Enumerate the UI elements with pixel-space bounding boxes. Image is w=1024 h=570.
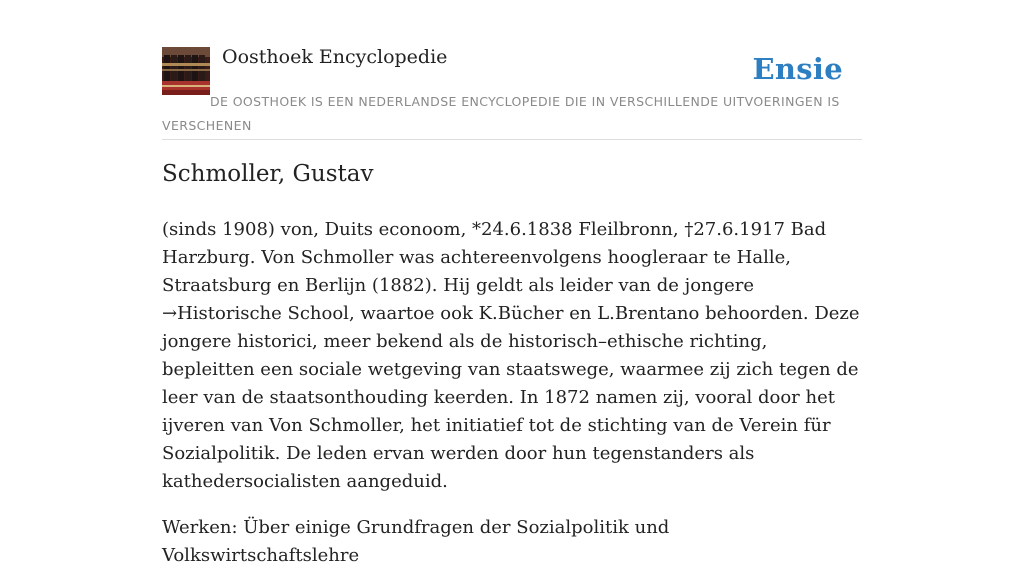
cross-reference-link[interactable] [162, 303, 349, 324]
paragraph-text-before-link: (sinds 1908) von, Duits econoom, *24.6.1838 Fleilbronn, †27.6.1917 Bad Harzburg. Von Schmoller was achtereenvolgens hoogleraar te Halle, Straatsburg en Berlijn (1882). Hij geldt als leider van de jongere [162, 219, 827, 296]
paragraph-text-after-link: , waartoe ook K.Bücher en L.Brentano behoorden. Deze jongere historici, meer bekend als de historisch–ethische richting, bepleitten een sociale wetgeving van staatswege, waarmee zij zich tegen de leer van de staatsonthouding keerden. In 1872 namen zij, vooral door het ijveren van Von Schmoller, het initiatief tot de stichting van de Verein für Sozialpolitik. De leden ervan werden door hun tegenstanders als kathedersocialisten aangeduid. [162, 303, 860, 492]
site-name-link[interactable]: Oosthoek Encyclopedie [222, 46, 448, 68]
cross-reference-label: Historische School [177, 303, 349, 324]
arrow-right-icon: → [162, 303, 178, 324]
article-works-paragraph: Werken: Über einige Grundfragen der Sozialpolitik und Volkswirtschaftslehre [162, 517, 670, 566]
encyclopedia-books-avatar[interactable] [162, 47, 210, 95]
article-title: Schmoller, Gustav [162, 161, 374, 187]
ensie-logo[interactable]: Ensie [752, 52, 843, 86]
site-header [162, 46, 862, 140]
books-icon [162, 47, 210, 95]
article-body [162, 216, 864, 570]
article-paragraph [162, 216, 864, 496]
site-tagline: DE OOSTHOEK IS EEN NEDERLANDSE ENCYCLOPEDIE DIE IN VERSCHILLENDE UITVOERINGEN IS VERSCHENEN [162, 94, 840, 133]
